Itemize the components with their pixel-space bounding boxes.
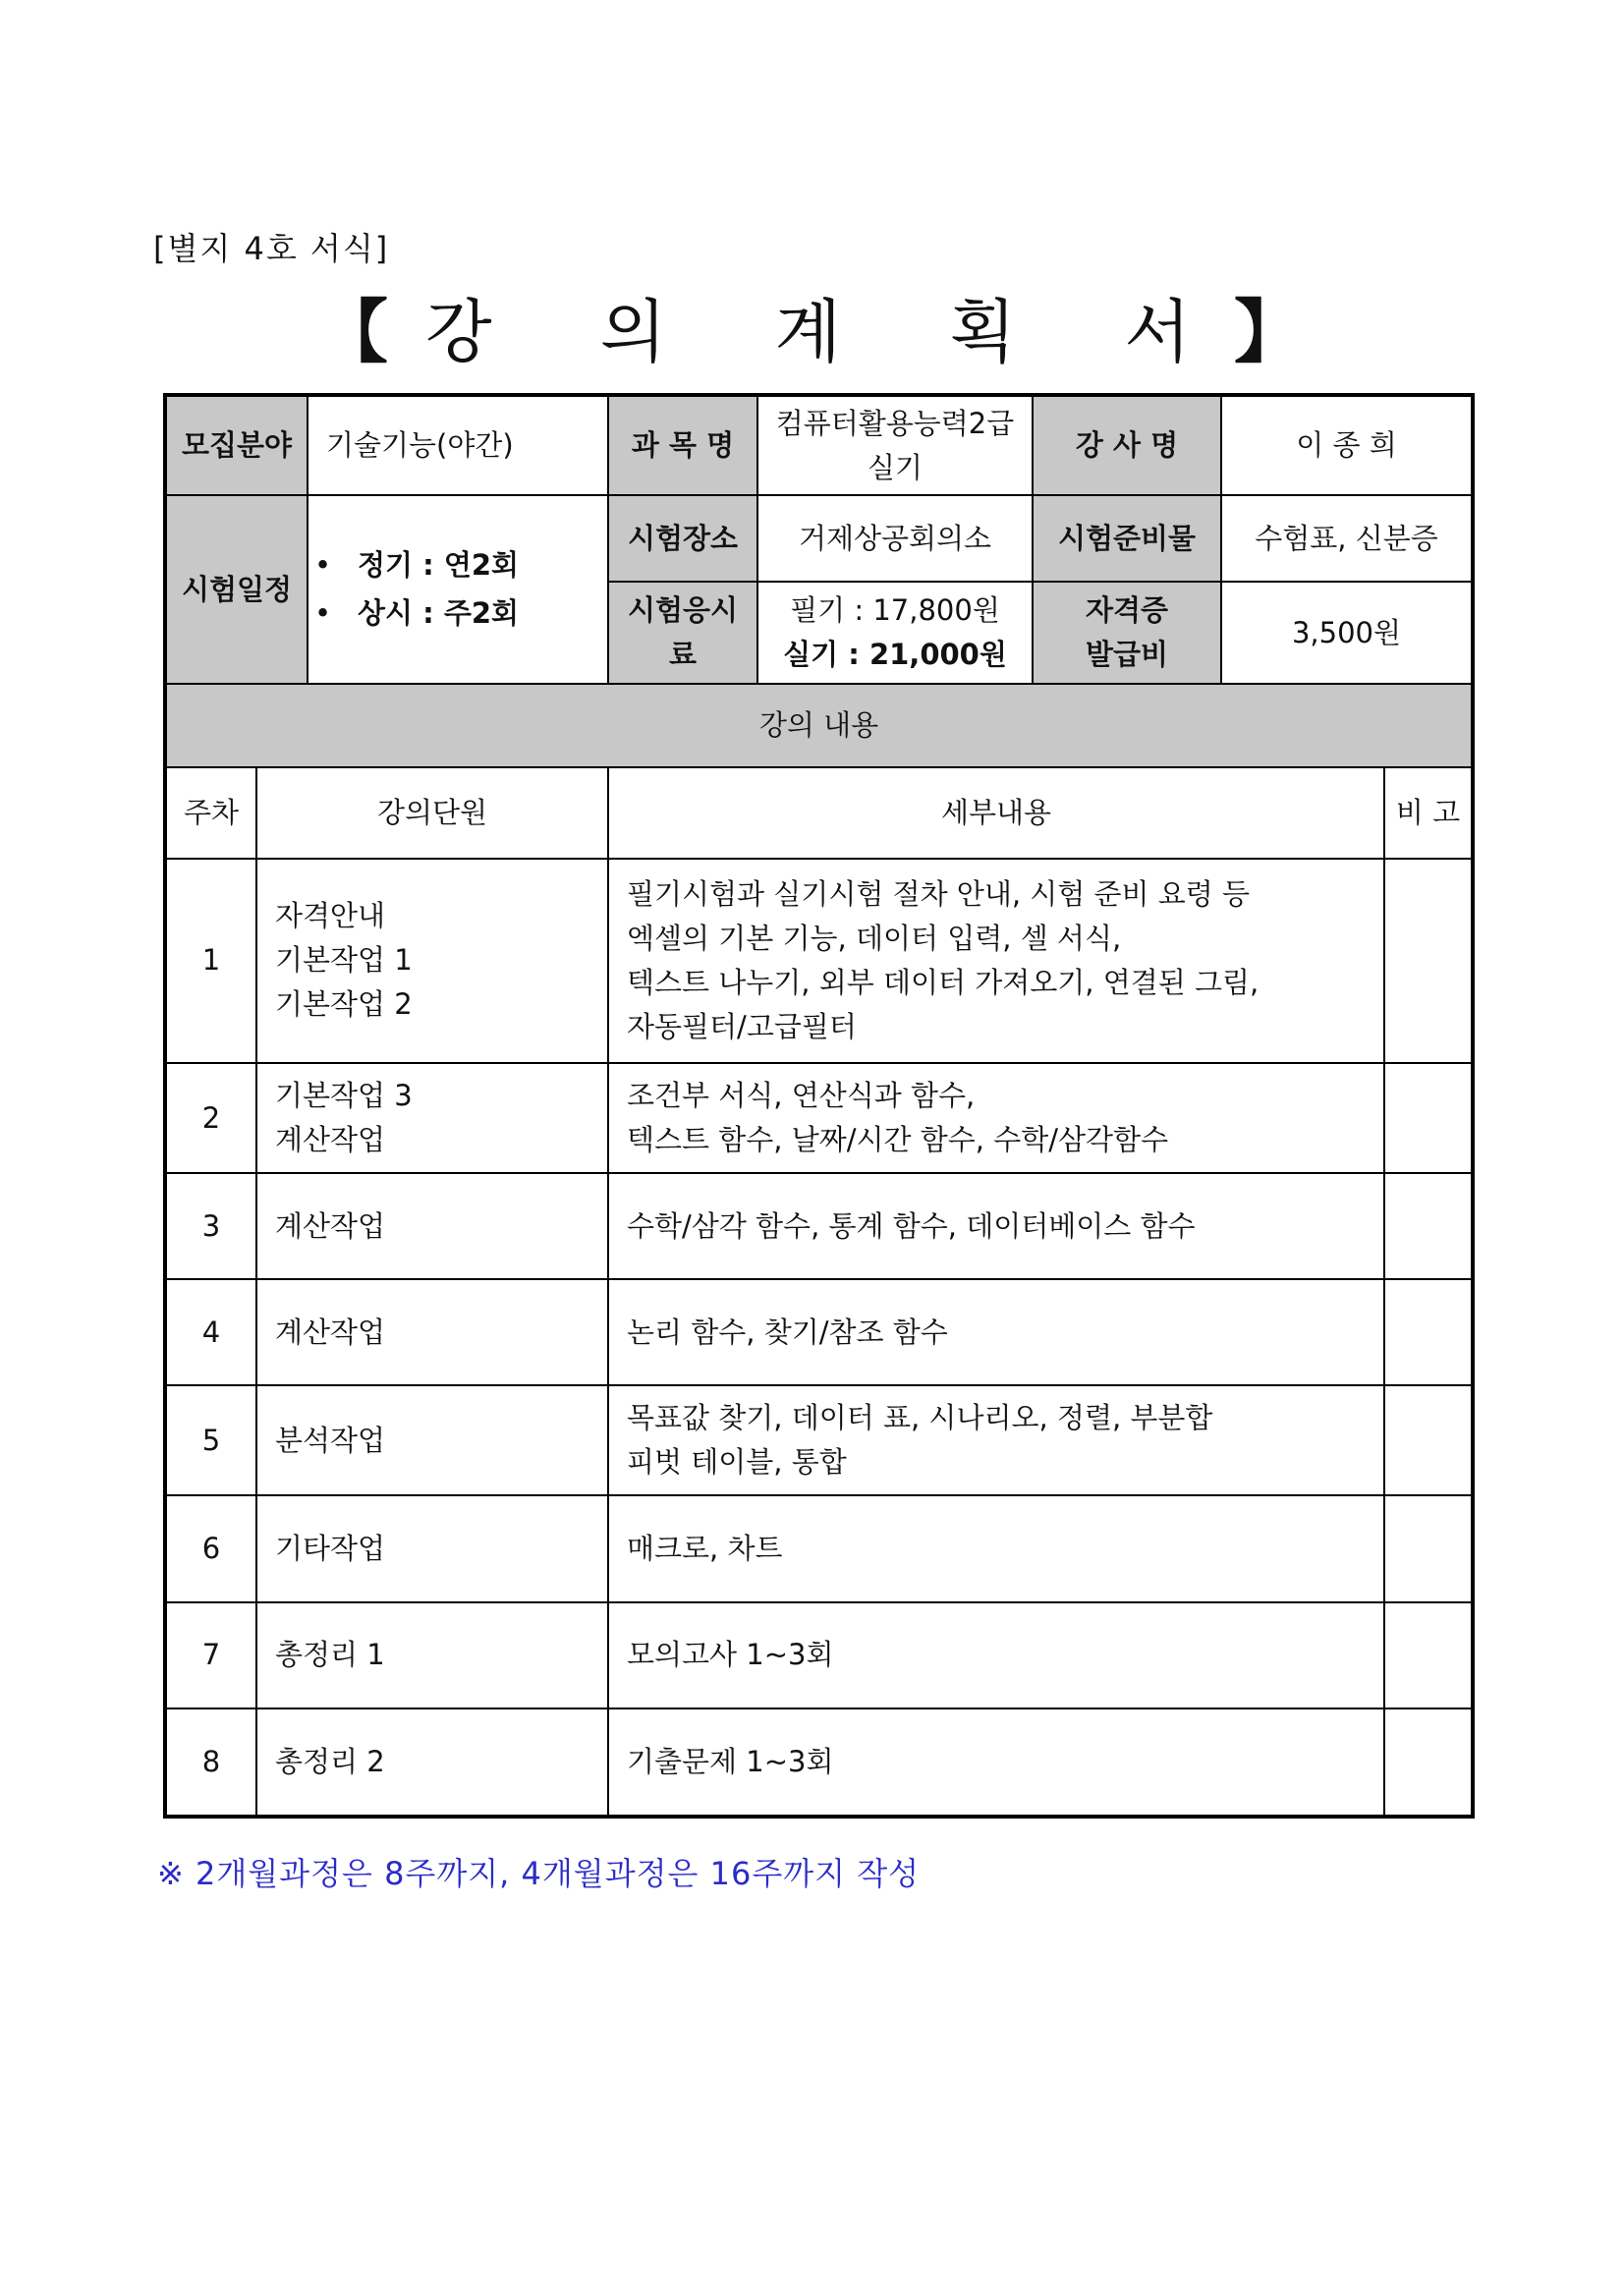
header-remark: 비 고 [1384,767,1473,859]
detail-line: 목표값 찾기, 데이터 표, 시나리오, 정렬, 부분합 [627,1401,1213,1435]
schedule-label: 시험일정 [165,495,308,684]
unit-line: 기본작업 2 [275,987,413,1022]
field-label: 모집분야 [165,395,308,495]
week-number: 3 [165,1173,256,1279]
unit-line: 기본작업 1 [275,943,413,978]
week-number: 4 [165,1279,256,1385]
table-row [165,859,1473,1063]
document-title [0,277,1624,376]
remark-cell [1384,859,1473,1063]
detail-cell: 매크로, 차트 [608,1495,1384,1601]
table-row [165,1708,1473,1817]
detail-line: 조건부 서식, 연산식과 함수, [627,1079,976,1113]
field-value: 기술기능(야간) [308,395,608,495]
lecture-plan-table [163,393,1475,1819]
unit-line: 계산작업 [275,1122,386,1156]
unit-cell: 총정리 1 [256,1602,608,1708]
unit-cell: 기타작업 [256,1495,608,1601]
venue-label: 시험장소 [608,495,757,582]
schedule-item-ondemand: • 상시 : 주2회 [314,589,607,638]
detail-line: 텍스트 함수, 날짜/시간 함수, 수학/삼각함수 [627,1122,1169,1156]
header-week: 주차 [165,767,256,859]
header-unit: 강의단원 [256,767,608,859]
table-row [165,1279,1473,1385]
supplies-value: 수험표, 신분증 [1221,495,1473,582]
footnote: ※ 2개월과정은 8주까지, 4개월과정은 16주까지 작성 [157,1855,921,1892]
title-open-bracket: 【 [318,292,390,372]
unit-line: 자격안내 [275,899,386,933]
detail-line: 텍스트 나누기, 외부 데이터 가져오기, 연결된 그림, [627,965,1260,999]
title-close-bracket: 】 [1234,292,1306,372]
detail-cell [608,1063,1384,1173]
instructor-label: 강 사 명 [1033,395,1221,495]
venue-value: 거제상공회의소 [757,495,1033,582]
table-row [165,1602,1473,1708]
section-title: 강의 내용 [165,684,1473,766]
detail-cell: 기출문제 1~3회 [608,1708,1384,1817]
detail-cell: 논리 함수, 찾기/참조 함수 [608,1279,1384,1385]
fee-label-line2: 료 [668,638,697,672]
form-number: [별지 4호 서식] [153,230,390,267]
subject-value [757,395,1033,495]
fee-label [608,582,757,684]
table-row [165,1385,1473,1495]
unit-cell: 계산작업 [256,1279,608,1385]
title-text: 강 의 계 획 서 [424,292,1235,372]
cert-fee-label-line1: 자격증 [1085,593,1169,628]
remark-cell [1384,1495,1473,1601]
week-number: 5 [165,1385,256,1495]
week-number: 2 [165,1063,256,1173]
table-row [165,1495,1473,1601]
table-row [165,1173,1473,1279]
table-row [165,1063,1473,1173]
unit-cell: 분석작업 [256,1385,608,1495]
schedule-list [308,541,607,639]
detail-cell [608,859,1384,1063]
fee-label-line1: 시험응시 [627,593,739,628]
detail-line: 자동필터/고급필터 [627,1009,857,1043]
subject-value-line2: 실기 [867,450,924,484]
detail-cell: 모의고사 1~3회 [608,1602,1384,1708]
remark-cell [1384,1173,1473,1279]
detail-cell [608,1385,1384,1495]
fee-value [757,582,1033,684]
supplies-label: 시험준비물 [1033,495,1221,582]
unit-cell: 계산작업 [256,1173,608,1279]
instructor-value: 이 종 희 [1221,395,1473,495]
schedule-item-regular: • 정기 : 연2회 [314,541,607,589]
header-detail: 세부내용 [608,767,1384,859]
schedule-value [308,495,608,684]
detail-cell: 수학/삼각 함수, 통계 함수, 데이터베이스 함수 [608,1173,1384,1279]
unit-cell [256,859,608,1063]
subject-value-line1: 컴퓨터활용능력2급 [775,406,1015,440]
remark-cell [1384,1385,1473,1495]
week-number: 8 [165,1708,256,1817]
remark-cell [1384,1708,1473,1817]
cert-fee-value: 3,500원 [1221,582,1473,684]
unit-cell: 총정리 2 [256,1708,608,1817]
remark-cell [1384,1602,1473,1708]
detail-line: 필기시험과 실기시험 절차 안내, 시험 준비 요령 등 [627,876,1251,911]
remark-cell [1384,1063,1473,1173]
detail-line: 피벗 테이블, 통합 [627,1445,847,1480]
unit-line: 기본작업 3 [275,1079,413,1113]
fee-written: 필기 : 17,800원 [790,593,1000,628]
week-number: 1 [165,859,256,1063]
fee-practical: 실기 : 21,000원 [783,638,1007,672]
week-number: 7 [165,1602,256,1708]
remark-cell [1384,1279,1473,1385]
unit-cell [256,1063,608,1173]
subject-label: 과 목 명 [608,395,757,495]
cert-fee-label-line2: 발급비 [1085,638,1169,672]
detail-line: 엑셀의 기본 기능, 데이터 입력, 셀 서식, [627,921,1122,955]
cert-fee-label [1033,582,1221,684]
week-number: 6 [165,1495,256,1601]
